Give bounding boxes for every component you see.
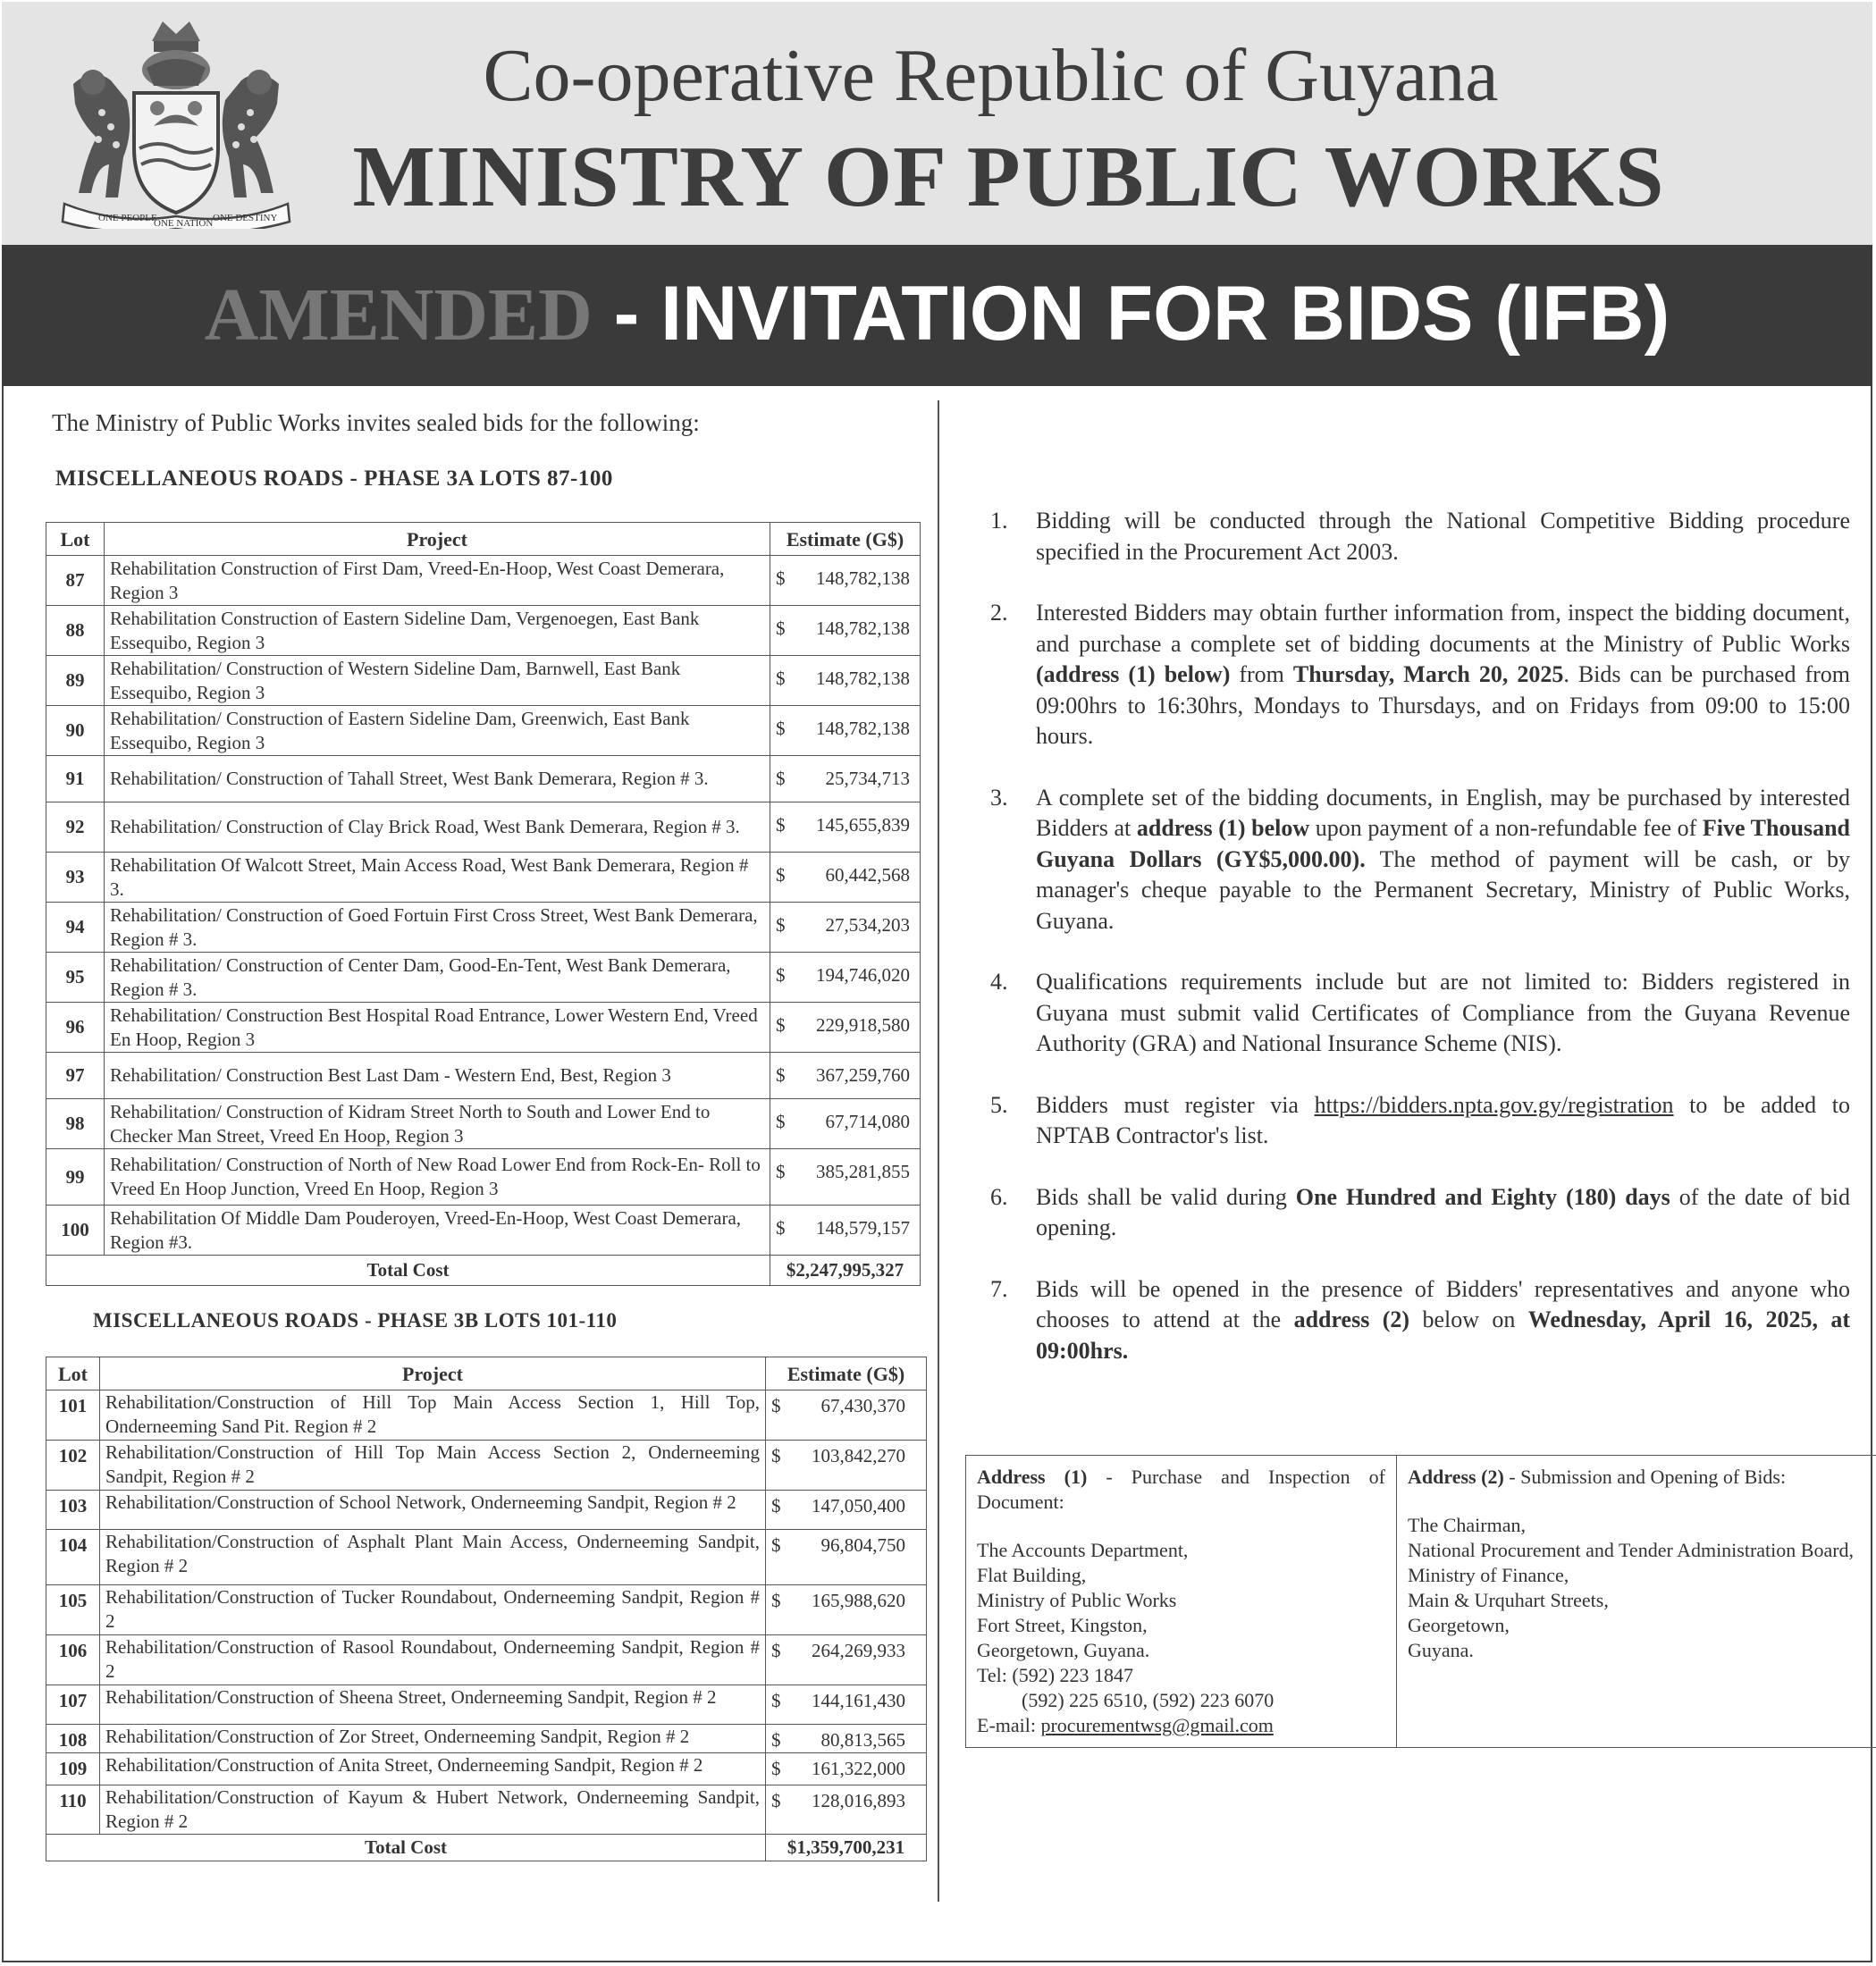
project-name: Rehabilitation/ Construction of Western Sideline Dam, Barnwell, East Bank Essequibo, Region 3 xyxy=(105,656,770,706)
project-name: Rehabilitation/ Construction of North of New Road Lower End from Rock-En- Roll to Vreed En Hoop Junction, Vreed En Hoop, Region 3 xyxy=(105,1149,770,1206)
lot-number: 105 xyxy=(46,1585,100,1635)
item-text: Wednesday, April 16, 2025, at 09:00hrs. xyxy=(1036,1306,1850,1364)
table-row xyxy=(46,1530,927,1585)
item-text: from xyxy=(1230,661,1293,687)
estimate-cell xyxy=(770,556,921,606)
project-name: Rehabilitation Construction of Eastern Sideline Dam, Vergenoegen, East Bank Essequibo, Region 3 xyxy=(105,606,770,656)
estimate-amount: 27,534,203 xyxy=(825,914,910,936)
item-text: below on xyxy=(1409,1306,1528,1332)
estimate-cell xyxy=(766,1530,927,1585)
item-text: Five Thousand Guyana Dollars (GY$5,000.00). xyxy=(1036,815,1850,872)
motto-text-2: ONE NATION xyxy=(154,218,214,229)
lot-number: 95 xyxy=(46,953,105,1003)
project-name: Rehabilitation/ Construction Best Hospital Road Entrance, Lower Western End, Vreed En Hoop, Region 3 xyxy=(105,1003,770,1053)
table-row xyxy=(46,706,921,756)
currency-symbol: $ xyxy=(776,814,786,836)
item-text: Bidders must register via xyxy=(1036,1091,1315,1118)
currency-symbol: $ xyxy=(776,768,786,789)
project-name: Rehabilitation/ Construction of Tahall Street, West Bank Demerara, Region # 3. xyxy=(105,756,770,802)
currency-symbol: $ xyxy=(776,668,786,689)
total-row xyxy=(46,1835,927,1861)
phase3a-title: MISCELLANEOUS ROADS - PHASE 3A LOTS 87-100 xyxy=(55,466,613,491)
table-row xyxy=(46,1390,927,1441)
country-name: Co-operative Republic of Guyana xyxy=(483,34,1499,117)
estimate-amount: 165,988,620 xyxy=(812,1590,905,1611)
estimate-amount: 367,259,760 xyxy=(816,1064,910,1086)
currency-symbol: $ xyxy=(771,1495,781,1517)
currency-symbol: $ xyxy=(776,1014,786,1036)
address-line: Guyana. xyxy=(1408,1639,1474,1661)
project-header: Project xyxy=(105,523,770,556)
address-line: The Accounts Department, xyxy=(977,1539,1189,1561)
lot-number: 101 xyxy=(46,1390,100,1441)
item-text: One Hundred and Eighty (180) days xyxy=(1295,1183,1670,1210)
table-row xyxy=(46,1585,927,1635)
lot-number: 94 xyxy=(46,903,105,953)
total-label: Total Cost xyxy=(46,1835,766,1861)
estimate-amount: 80,813,565 xyxy=(820,1729,905,1751)
address-1-lines xyxy=(977,1538,1385,1713)
currency-symbol: $ xyxy=(771,1790,781,1811)
instruction-item xyxy=(983,506,1850,567)
project-name: Rehabilitation/ Construction of Goed Fortuin First Cross Street, West Bank Demerara, Region # 3. xyxy=(105,903,770,953)
address-line: Fort Street, Kingston, xyxy=(977,1614,1148,1636)
project-header: Project xyxy=(100,1357,766,1390)
estimate-cell xyxy=(766,1785,927,1835)
intro-text: The Ministry of Public Works invites sealed bids for the following: xyxy=(52,409,700,436)
currency-symbol: $ xyxy=(776,1217,786,1239)
item-text: of the date of bid opening. xyxy=(1036,1183,1850,1240)
item-text: upon payment of a non-refundable fee of xyxy=(1309,815,1703,841)
lot-number: 104 xyxy=(46,1530,100,1585)
phase3b-table xyxy=(46,1357,927,1861)
lot-number: 92 xyxy=(46,802,105,853)
registration-link[interactable]: https://bidders.npta.gov.gy/registration xyxy=(1314,1091,1674,1118)
item-number: 4. xyxy=(990,969,1008,995)
item-text: Thursday, March 20, 2025 xyxy=(1292,661,1564,687)
item-text: Bids will be opened in the presence of Bidders' representatives and anyone who chooses to attend at the xyxy=(1036,1275,1850,1332)
estimate-amount: 128,016,893 xyxy=(812,1790,905,1811)
project-name: Rehabilitation Of Middle Dam Pouderoyen, Vreed-En-Hoop, West Coast Demerara, Region #3. xyxy=(105,1206,770,1256)
address-1-label: Address (1) xyxy=(977,1466,1088,1488)
item-text: address (2) xyxy=(1293,1306,1410,1332)
ministry-name: MINISTRY OF PUBLIC WORKS xyxy=(352,129,1665,225)
table-row xyxy=(46,1685,927,1725)
estimate-amount: 96,804,750 xyxy=(820,1534,905,1556)
table-header-row xyxy=(46,523,921,556)
currency-symbol: $ xyxy=(771,1395,781,1416)
project-name: Rehabilitation/Construction of Sheena Street, Onderneeming Sandpit, Region # 2 xyxy=(100,1685,766,1725)
lot-number: 106 xyxy=(46,1635,100,1685)
project-name: Rehabilitation/Construction of Kayum & Hubert Network, Onderneeming Sandpit, Region # 2 xyxy=(100,1785,766,1835)
project-name: Rehabilitation/Construction of Zor Street, Onderneeming Sandpit, Region # 2 xyxy=(100,1725,766,1753)
phase3b-body xyxy=(46,1390,927,1835)
table-row xyxy=(46,1635,927,1685)
estimate-cell xyxy=(770,953,921,1003)
lot-number: 110 xyxy=(46,1785,100,1835)
address-1-cell xyxy=(966,1456,1397,1748)
currency-symbol: $ xyxy=(776,718,786,739)
estimate-amount: 148,782,138 xyxy=(816,718,910,739)
lot-number: 90 xyxy=(46,706,105,756)
estimate-cell xyxy=(766,1390,927,1441)
lot-header: Lot xyxy=(46,523,105,556)
project-name: Rehabilitation/Construction of Asphalt Plant Main Access, Onderneeming Sandpit, Region # 2 xyxy=(100,1530,766,1585)
estimate-cell xyxy=(770,606,921,656)
currency-symbol: $ xyxy=(771,1690,781,1711)
estimate-header: Estimate (G$) xyxy=(770,523,921,556)
motto-text-1: ONE PEOPLE xyxy=(98,213,157,223)
instruction-item xyxy=(983,1274,1850,1367)
table-row xyxy=(46,802,921,853)
currency-symbol: $ xyxy=(776,1161,786,1182)
estimate-amount: 148,782,138 xyxy=(816,668,910,689)
estimate-amount: 60,442,568 xyxy=(825,864,910,886)
address-line: Ministry of Public Works xyxy=(977,1589,1177,1611)
instruction-item xyxy=(983,1090,1850,1152)
currency-symbol: $ xyxy=(771,1534,781,1556)
total-value: $2,247,995,327 xyxy=(770,1256,921,1286)
address-line: National Procurement and Tender Administration Board, xyxy=(1408,1539,1855,1561)
estimate-cell xyxy=(770,1053,921,1099)
currency-symbol: $ xyxy=(771,1729,781,1751)
table-row xyxy=(46,756,921,802)
table-row xyxy=(46,853,921,903)
currency-symbol: $ xyxy=(776,618,786,639)
phase3a-body xyxy=(46,556,921,1256)
lot-number: 89 xyxy=(46,656,105,706)
ifb-banner xyxy=(2,245,1872,386)
item-number: 1. xyxy=(990,508,1008,534)
estimate-cell xyxy=(766,1753,927,1785)
address-line: Georgetown, Guyana. xyxy=(977,1639,1150,1661)
estimate-amount: 148,579,157 xyxy=(816,1217,910,1239)
estimate-amount: 67,714,080 xyxy=(825,1111,910,1132)
estimate-cell xyxy=(766,1725,927,1753)
project-name: Rehabilitation/ Construction of Kidram Street North to South and Lower End to Checker Man Street, Vreed En Hoop, Region 3 xyxy=(105,1099,770,1149)
table-row xyxy=(46,1099,921,1149)
lot-number: 107 xyxy=(46,1685,100,1725)
table-row xyxy=(46,1753,927,1785)
estimate-cell xyxy=(770,903,921,953)
lot-number: 100 xyxy=(46,1206,105,1256)
item-text: Qualifications requirements include but are not limited to: Bidders registered in Guyana must submit valid Certificates of Compliance from the Guyana Revenue Authority (GRA) and National Insurance Scheme (NIS). xyxy=(1036,969,1850,1056)
estimate-amount: 25,734,713 xyxy=(825,768,910,789)
estimate-cell xyxy=(770,1099,921,1149)
item-number: 5. xyxy=(990,1091,1008,1118)
project-name: Rehabilitation/Construction of School Network, Onderneeming Sandpit, Region # 2 xyxy=(100,1491,766,1530)
address-2-cell xyxy=(1397,1456,1876,1748)
estimate-amount: 147,050,400 xyxy=(812,1495,905,1517)
lot-number: 97 xyxy=(46,1053,105,1099)
address-2-heading: - Submission and Opening of Bids: xyxy=(1503,1466,1787,1488)
table-row xyxy=(46,556,921,606)
currency-symbol: $ xyxy=(771,1590,781,1611)
table-row xyxy=(46,1206,921,1256)
estimate-cell xyxy=(770,1149,921,1206)
table-row xyxy=(46,1003,921,1053)
amended-label: AMENDED xyxy=(204,273,593,357)
estimate-cell xyxy=(770,656,921,706)
table-row xyxy=(46,656,921,706)
item-text: Bids shall be valid during xyxy=(1036,1183,1296,1210)
item-text: Interested Bidders may obtain further information from, inspect the bidding document, and purchase a complete set of bidding documents at the Ministry of Public Works xyxy=(1036,600,1850,657)
lot-number: 103 xyxy=(46,1491,100,1530)
address-line: Flat Building, xyxy=(977,1564,1087,1586)
estimate-amount: 385,281,855 xyxy=(816,1161,910,1182)
lot-number: 87 xyxy=(46,556,105,606)
lot-number: 99 xyxy=(46,1149,105,1206)
project-name: Rehabilitation Construction of First Dam, Vreed-En-Hoop, West Coast Demerara, Region 3 xyxy=(105,556,770,606)
project-name: Rehabilitation/ Construction of Clay Brick Road, West Bank Demerara, Region # 3. xyxy=(105,802,770,853)
lot-number: 108 xyxy=(46,1725,100,1753)
email-label: E-mail: xyxy=(977,1714,1041,1736)
phase3a-table xyxy=(46,522,921,1286)
estimate-header: Estimate (G$) xyxy=(766,1357,927,1390)
address-2-lines xyxy=(1408,1513,1866,1663)
estimate-amount: 264,269,933 xyxy=(812,1640,905,1661)
total-label: Total Cost xyxy=(46,1256,770,1286)
total-row xyxy=(46,1256,921,1286)
estimate-cell xyxy=(766,1585,927,1635)
project-name: Rehabilitation/ Construction Best Last Dam - Western End, Best, Region 3 xyxy=(105,1053,770,1099)
project-name: Rehabilitation/Construction of Rasool Roundabout, Onderneeming Sandpit, Region # 2 xyxy=(100,1635,766,1685)
item-number: 7. xyxy=(990,1275,1008,1302)
project-name: Rehabilitation/Construction of Hill Top Main Access Section 1, Hill Top, Onderneeming Sand Pit. Region # 2 xyxy=(100,1390,766,1441)
item-number: 6. xyxy=(990,1183,1008,1210)
lot-header: Lot xyxy=(46,1357,100,1390)
estimate-cell xyxy=(770,756,921,802)
estimate-cell xyxy=(770,853,921,903)
estimate-cell xyxy=(766,1635,927,1685)
instruction-item xyxy=(983,1182,1850,1244)
table-row xyxy=(46,606,921,656)
estimate-cell xyxy=(770,802,921,853)
lot-number: 102 xyxy=(46,1441,100,1491)
estimate-cell xyxy=(770,706,921,756)
lot-number: 91 xyxy=(46,756,105,802)
item-text: . Bids can be purchased from 09:00hrs to 16:30hrs, Mondays to Thursdays, and on Fridays from 09:00 to 15:00 hours. xyxy=(1036,661,1850,749)
estimate-amount: 148,782,138 xyxy=(816,567,910,589)
currency-symbol: $ xyxy=(771,1445,781,1466)
estimate-cell xyxy=(766,1685,927,1725)
column-divider xyxy=(938,400,939,1902)
address-line: Main & Urquhart Streets, xyxy=(1408,1589,1609,1611)
estimate-amount: 145,655,839 xyxy=(816,814,910,836)
address-line: Tel: (592) 223 1847 xyxy=(977,1664,1134,1686)
estimate-cell xyxy=(766,1491,927,1530)
estimate-amount: 229,918,580 xyxy=(816,1014,910,1036)
table-row xyxy=(46,953,921,1003)
address-line: Georgetown, xyxy=(1408,1614,1510,1636)
project-name: Rehabilitation/ Construction of Center Dam, Good-En-Tent, West Bank Demerara, Region # 3. xyxy=(105,953,770,1003)
address-line: The Chairman, xyxy=(1408,1514,1526,1536)
total-value: $1,359,700,231 xyxy=(766,1835,927,1861)
project-name: Rehabilitation/Construction of Hill Top Main Access Section 2, Onderneeming Sandpit, Region # 2 xyxy=(100,1441,766,1491)
estimate-amount: 144,161,430 xyxy=(812,1690,905,1711)
project-name: Rehabilitation/ Construction of Eastern Sideline Dam, Greenwich, East Bank Essequibo, Region 3 xyxy=(105,706,770,756)
estimate-amount: 67,430,370 xyxy=(820,1395,905,1416)
item-text: address (1) below xyxy=(1136,815,1310,841)
address-1-heading: - Purchase and Inspection of Document: xyxy=(977,1466,1385,1513)
table-row xyxy=(46,903,921,953)
phase3b-title: MISCELLANEOUS ROADS - PHASE 3B LOTS 101-110 xyxy=(93,1309,618,1332)
currency-symbol: $ xyxy=(776,1111,786,1132)
ifb-title: - INVITATION FOR BIDS (IFB) xyxy=(592,271,1670,357)
project-name: Rehabilitation Of Walcott Street, Main Access Road, West Bank Demerara, Region # 3. xyxy=(105,853,770,903)
instruction-item xyxy=(983,967,1850,1060)
address-table xyxy=(965,1455,1876,1748)
currency-symbol: $ xyxy=(776,864,786,886)
address-2-label: Address (2) xyxy=(1408,1466,1504,1488)
item-text: Bidding will be conducted through the National Competitive Bidding procedure specified in the Procurement Act 2003. xyxy=(1036,508,1850,565)
motto-text-3: ONE DESTINY xyxy=(213,213,278,223)
table-header-row xyxy=(46,1357,927,1390)
table-row xyxy=(46,1785,927,1835)
currency-symbol: $ xyxy=(776,1064,786,1086)
item-text: The method of payment will be cash, or by manager's cheque payable to the Permanent Secretary, Ministry of Public Works, Guyana. xyxy=(1036,845,1851,934)
project-name: Rehabilitation/Construction of Anita Street, Onderneeming Sandpit, Region # 2 xyxy=(100,1753,766,1785)
estimate-cell xyxy=(770,1003,921,1053)
table-row xyxy=(46,1491,927,1530)
masthead xyxy=(2,2,1872,245)
project-name: Rehabilitation/Construction of Tucker Roundabout, Onderneeming Sandpit, Region # 2 xyxy=(100,1585,766,1635)
currency-symbol: $ xyxy=(771,1758,781,1779)
instruction-item xyxy=(983,783,1850,937)
lot-number: 96 xyxy=(46,1003,105,1053)
item-number: 3. xyxy=(990,784,1008,811)
estimate-cell xyxy=(770,1206,921,1256)
lot-number: 88 xyxy=(46,606,105,656)
address-line: (592) 225 6510, (592) 223 6070 xyxy=(1022,1689,1275,1711)
table-row xyxy=(46,1149,921,1206)
item-text: A complete set of the bidding documents, in English, may be purchased by interested Bidders at xyxy=(1036,784,1850,841)
item-text: to be added to NPTAB Contractor's list. xyxy=(1036,1091,1850,1148)
table-row xyxy=(46,1725,927,1753)
table-row xyxy=(46,1053,921,1099)
currency-symbol: $ xyxy=(776,567,786,589)
email-link[interactable]: procurementwsg@gmail.com xyxy=(1040,1714,1274,1736)
currency-symbol: $ xyxy=(776,964,786,986)
item-text: (address (1) below) xyxy=(1036,661,1231,687)
estimate-amount: 103,842,270 xyxy=(812,1445,905,1466)
address-line: Ministry of Finance, xyxy=(1408,1564,1569,1586)
table-row xyxy=(46,1441,927,1491)
currency-symbol: $ xyxy=(771,1640,781,1661)
item-number: 2. xyxy=(990,600,1008,626)
lot-number: 93 xyxy=(46,853,105,903)
lot-number: 98 xyxy=(46,1099,105,1149)
estimate-amount: 161,322,000 xyxy=(812,1758,905,1779)
lot-number: 109 xyxy=(46,1753,100,1785)
instructions-list xyxy=(983,506,1850,1397)
currency-symbol: $ xyxy=(776,914,786,936)
estimate-amount: 194,746,020 xyxy=(816,964,910,986)
estimate-cell xyxy=(766,1441,927,1491)
instruction-item xyxy=(983,598,1850,752)
estimate-amount: 148,782,138 xyxy=(816,618,910,639)
